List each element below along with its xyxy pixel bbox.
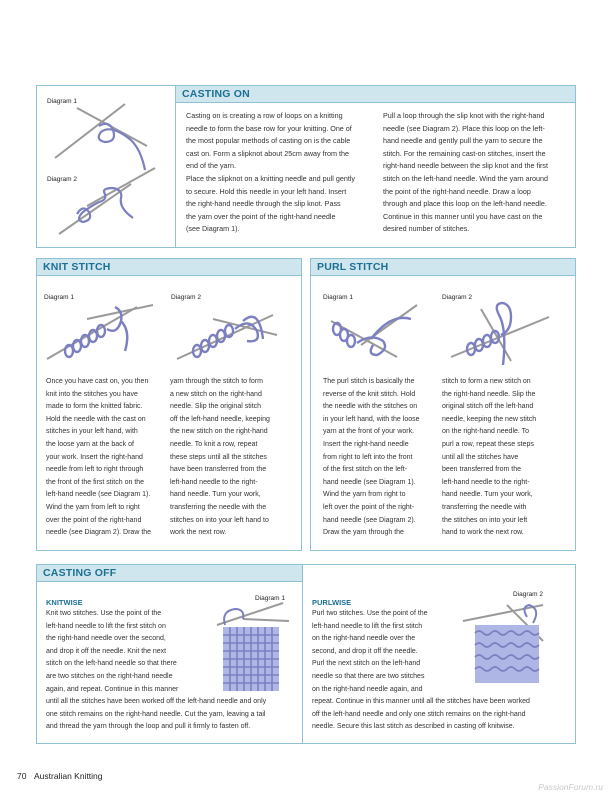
casting-off-title: CASTING OFF: [43, 567, 117, 579]
knit-diagram1-label: Diagram 1: [44, 294, 74, 301]
casting-on-divider: [175, 86, 176, 247]
casting-on-illustration: [37, 86, 175, 247]
knitwise-text-bottom: until all the stitches have been worked off the left-hand needle and only one stitch remains on the right-hand needle. Cut the yarn, leaving a tail and thread the yarn through the loop and pull it firmly to fasten off.: [46, 698, 267, 731]
knitwise-illustration: [213, 599, 293, 695]
purl-stitch-text-col1: The purl stitch is basically the reverse of the knit stitch. Hold the needle with the stitches on in your left hand, with the loose yarn at the front of your work. Insert the right-hand needle from right to left into the front of the first stitch on the left- hand needle (see Diagram 1). Wind the yarn from right to left over the point of the right- hand needle (see Diagram 2). Draw the yarn through the: [323, 378, 420, 537]
knit-stitch-text-col1: Once you have cast on, you then knit into the stitches you have made to form the knitted fabric. Hold the needle with the cast on stitches in your left hand, with the loose yarn at the back of your work. Insert the right-hand needle from left to right through the front of the first stitch on the left-hand needle (see Diagram 1). Wind the yarn from left to right over the point of the right-hand needle (see Diagram 2). Draw the: [46, 378, 152, 537]
purl-stitch-section: [310, 258, 576, 551]
casting-on-text-col1: Casting on is creating a row of loops on a knitting needle to form the base row for your knitting. One of the most popular methods of casting on is the cable cast on. Form a slipknot about 25cm away from the end of the yarn. Place the slipknot on a knitting needle and pull gently to secure. Hold this needle in your left hand. Insert the right-hand needle through the slip knot. Pass the yarn over the point of the right-hand needle (see Diagram 1).: [186, 111, 356, 234]
casting-on-title: CASTING ON: [182, 88, 250, 100]
knitwise-text-top: Knit two stitches. Use the point of the left-hand needle to lift the first stitch on the right-hand needle over the second, and drop it off the needle. Knit the next stitch on the left-hand needle so that there are two stitches on the right-hand needle again, and repeat. Continue in this manner: [46, 610, 179, 693]
casting-on-text-col2: Pull a loop through the slip knot with the right-hand needle (see Diagram 2). Place this loop on the left- hand needle and gently pull the yarn to secure the stitch. For the remaining cast-on stitches, insert the right-hand needle between the slip knot and the first stitch on the left-hand needle. Wind the yarn around the point of the right-hand needle. Draw a loop through and place this loop on the left-hand needle. Continue in this manner until you have cast on the desired number of stitches.: [383, 111, 549, 234]
casting-on-header: [176, 86, 575, 103]
casting-off-header: [37, 565, 302, 582]
knit-stitch-header: [37, 259, 301, 276]
yarn-loop: [99, 124, 145, 170]
knit-stitch-text-col2: yarn through the stitch to form a new stitch on the right-hand needle. Slip the original stitch off the left-hand needle, keeping the new stitch on the right-hand needle. To knit a row, repeat these steps until all the stitches have been transferred from the left-hand needle to the right- hand needle. Turn your work, transferring the needle with the stitches on into your left hand to work the next row.: [170, 378, 270, 537]
knit-stitch-illustration: [37, 299, 303, 369]
magazine-title: Australian Knitting: [34, 771, 103, 781]
knit-stitch-section: [36, 258, 302, 551]
purlwise-text-top: Purl two stitches. Use the point of the left-hand needle to lift the first stitch on the right-hand needle over the second, and drop it off the needle. Purl the next stitch on the left-hand needle so that there are two stitches on the right-hand needle again, and: [312, 610, 428, 693]
watermark: PassionForum.ru: [538, 782, 603, 792]
purl-stitch-title: PURL STITCH: [317, 261, 389, 273]
casting-off-divider: [302, 565, 303, 743]
knit-stitch-title: KNIT STITCH: [43, 261, 111, 273]
purl-stitch-illustration: [311, 299, 577, 371]
purl-diagram2-label: Diagram 2: [442, 294, 472, 301]
knitwise-diagram-label: Diagram 1: [255, 595, 285, 602]
knitwise-heading: KNITWISE: [46, 598, 83, 607]
purlwise-heading: PURLWISE: [312, 598, 352, 607]
page-number: 70: [17, 771, 27, 781]
purl-stitch-header: [311, 259, 575, 276]
knit-diagram2-label: Diagram 2: [171, 294, 201, 301]
casting-on-section: [36, 85, 576, 248]
purlwise-text-bottom: repeat. Continue in this manner until all the stitches have been worked off the left-hand needle and only one stitch remains on the right-hand needle. Secure this last stitch as described in casting off knitwise.: [312, 698, 530, 731]
casting-off-section: [36, 564, 576, 744]
casting-on-diagram1-label: Diagram 1: [47, 98, 77, 105]
casting-on-diagram2-label: Diagram 2: [47, 176, 77, 183]
purlwise-diagram-label: Diagram 2: [513, 591, 543, 598]
purl-diagram1-label: Diagram 1: [323, 294, 353, 301]
casting-on-diagrams: [37, 86, 175, 247]
purlwise-illustration: [457, 601, 547, 691]
purl-stitch-text-col2: stitch to form a new stitch on the right-hand needle. Slip the original stitch off the left-hand needle, keeping the new stitch on the right-hand needle. To purl a row, repeat these steps until all the stitches have been transferred from the left-hand needle to the right- hand needle. Turn your work, transferring the needle with the stitches on into your left hand to work the next row.: [442, 378, 537, 537]
yarn-loop-2: [77, 188, 133, 222]
